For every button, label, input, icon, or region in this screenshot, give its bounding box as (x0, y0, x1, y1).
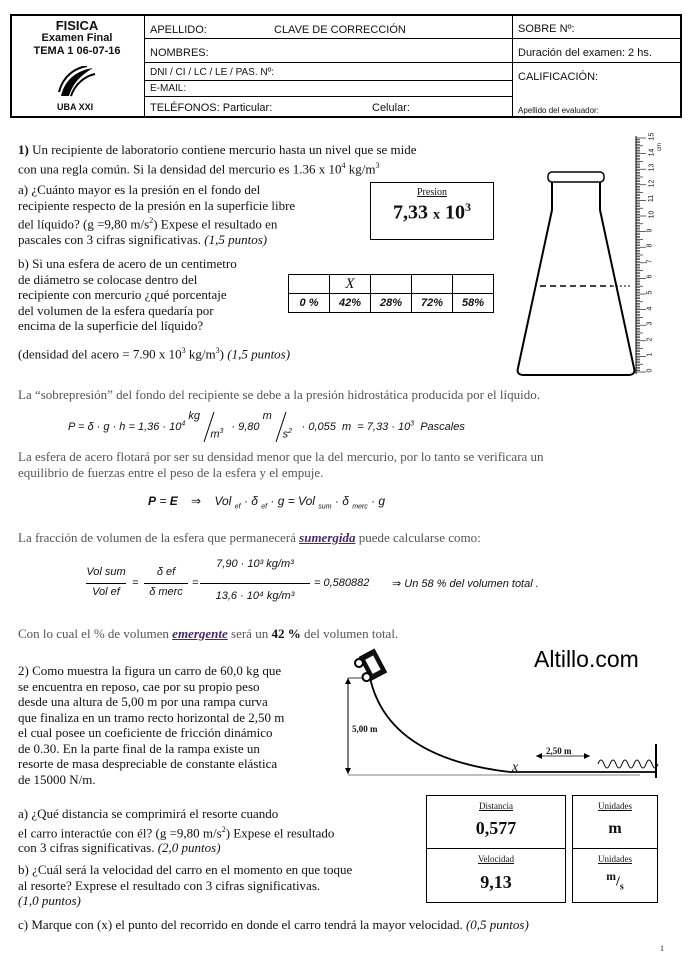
presion-answer-box (370, 182, 494, 240)
option-3: 72% (412, 294, 453, 313)
nombres-label: NOMBRES: (150, 47, 209, 59)
exam-type: Examen Final (41, 32, 113, 44)
option-0: 0 % (289, 294, 330, 313)
solution-p3: La fracción de volumen de la esfera que permanecerá sumergida puede calcularse como: (18, 530, 481, 545)
percent-options-table (288, 274, 494, 313)
formula-equilibrium: P = E ⇒ Vol $_{ef}$ · δ $_{ef}$ · g = Vol $_{sum}$ · δ $_{merc}$ · g (148, 494, 386, 511)
formula-fraction: Vol sum Vol ef = δ ef δ merc = 7,90 · 10³ kg/m³ 13,6 · 10⁴ kg/m³ = 0,580882 ⇒ Un 58 % del volumen total . (86, 558, 539, 602)
q2-statement: 2) Como muestra la figura un carro de 60,0 kg que se encuentra en reposo, cae por su propio peso desde una altura de 5,00 m por una rampa curva que finaliza en un tramo recto horizontal de 2,50 m el cual posee un coeficiente de fricción dinámico de 0.30. En la parte final de la rampa existe un resorte de masa despreciable de constante elástica de 15000 N/m. (18, 663, 285, 787)
clave-correccion: CLAVE DE CORRECCIÓN (274, 24, 406, 36)
distancia-label: Distancia (479, 801, 513, 811)
option-mark-4[interactable] (453, 275, 494, 294)
telefonos-label: TELÉFONOS: Particular: (150, 102, 273, 114)
unidades-label-2: Unidades (598, 854, 632, 864)
presion-value: 7,33 x $10^3$ (393, 200, 471, 224)
celular-label: Celular: (372, 102, 410, 114)
solution-p1: La “sobrepresión” del fondo del recipiente se debe a la presión hidrostática producida por el líquido. (18, 387, 540, 402)
q1-part-b: b) Si una esfera de acero de un centimetro de diámetro se colocase dentro del recipiente con mercurio ¿qué porcentaje del volumen de la esfera quedaría por encima de la superficie del líquido? (18, 256, 237, 333)
option-2: 28% (371, 294, 412, 313)
option-4: 58% (453, 294, 494, 313)
ruler-label: 4 (646, 306, 654, 311)
max-velocity-mark[interactable]: x (512, 760, 519, 775)
ruler-label: 12 (648, 179, 656, 188)
subject: FISICA (55, 18, 99, 33)
evaluador-label: Apellido del evaluador: (518, 106, 599, 115)
q2-part-c: c) Marque con (x) el punto del recorrido en donde el carro tendrá la mayor velocidad. (0,5 puntos) (18, 917, 529, 932)
q2-part-b: b) ¿Cuál será la velocidad del carro en el momento en que toque al resorte? Exprese el resultado con 3 cifras significativas. (1,0 puntos) (18, 862, 353, 908)
option-mark-1[interactable]: X (330, 275, 371, 294)
option-mark-2[interactable] (371, 275, 412, 294)
q1-part-a: a) ¿Cuánto mayor es la presión en el fondo del recipiente respecto de la presión en la superficie libre del líquido? (g =9,80 $m/s^2$) Expese el resultado en pascales con 3 cifras significativas. (1,5 puntos) (18, 182, 296, 247)
ruler-label: 1 (646, 352, 654, 357)
calificacion-label: CALIFICACIÓN: (518, 71, 599, 83)
uba-logo-icon (57, 66, 97, 100)
ruler-label: 3 (646, 321, 654, 326)
ramp-height-label: 5,00 m (352, 724, 378, 734)
velocidad-value: 9,13 (480, 872, 512, 892)
solution-p2: La esfera de acero flotará por ser su densidad menor que la del mercurio, por lo tanto se verificara un equilibrio de fuerzas entre el peso de la esfera y el empuje. (18, 449, 544, 480)
duracion: Duración del examen: 2 hs. (518, 47, 652, 59)
ruler-label: 8 (646, 243, 654, 248)
ruler-label: 0 (646, 368, 654, 373)
unidades-value-2: $^m/_s$ (606, 870, 624, 893)
option-mark-3[interactable] (412, 275, 453, 294)
exam-header (10, 14, 682, 118)
ruler-label: 2 (646, 337, 654, 342)
ruler-label: 5 (646, 290, 654, 295)
ruler-label: 14 (648, 148, 656, 156)
ruler-label: 6 (646, 274, 654, 279)
dni-label: DNI / CI / LC / LE / PAS. Nº: (150, 67, 275, 78)
ramp-diagram (340, 648, 660, 780)
q2-part-a: a) ¿Qué distancia se comprimirá el resorte cuando el carro interactúe con él? (g =9,80 $m/s^2$) Expese el resultado con 3 cifras significativas. (2,0 puntos) (18, 806, 335, 856)
velocidad-label: Velocidad (478, 854, 514, 864)
solution-p4: Con lo cual el % de volumen emergente será un 42 % del volumen total. (18, 626, 399, 641)
logo-text: UBA XXI (57, 102, 94, 112)
option-mark-0[interactable] (289, 275, 330, 294)
formula-pressure: $P = \delta \cdot g \cdot h = 1,36 \cdot 10^4$ kg $m^3$ · 9,80 m $s^2$ · 0,055 $m = 7,33 \cdot 10^3$ Pascales (68, 410, 465, 441)
sobre-label: SOBRE Nº: (518, 23, 575, 35)
q1-part-b-density: (densidad del acero = 7.90 x $10^3$ $kg/m^3$) (1,5 puntos) (18, 346, 291, 362)
tema: TEMA 1 06-07-16 (33, 45, 121, 57)
unidades-label-1: Unidades (598, 801, 632, 811)
ruler (634, 132, 670, 378)
altillo-watermark: Altillo.com (534, 646, 639, 672)
ruler-label: 10 (648, 210, 656, 219)
option-1: 42% (330, 294, 371, 313)
apellido-label: APELLIDO: (150, 24, 207, 36)
ruler-label: 15 (648, 132, 656, 141)
ruler-label: 7 (646, 259, 654, 264)
ruler-label: 11 (648, 195, 656, 203)
ruler-label: 9 (646, 228, 654, 233)
q1-intro: 1) Un recipiente de laboratorio contiene mercurio hasta un nivel que se mide con una regla común. Si la densidad del mercurio es 1.36 x $10^4$ $kg/m^3$ (18, 142, 417, 176)
page-number: 1 (660, 944, 664, 953)
unidades-value-1: m (608, 820, 622, 837)
presion-label: Presion (417, 187, 447, 198)
header-left-block (12, 16, 142, 116)
ruler-unit: cm (657, 143, 663, 151)
distancia-value: 0,577 (475, 818, 517, 838)
q2-answers-box (426, 795, 566, 903)
ruler-label: 13 (648, 163, 656, 172)
flask-illustration (510, 170, 640, 378)
email-label: E-MAIL: (150, 83, 187, 94)
q2-units-box (572, 795, 658, 903)
ramp-length-label: 2,50 m (546, 746, 572, 756)
